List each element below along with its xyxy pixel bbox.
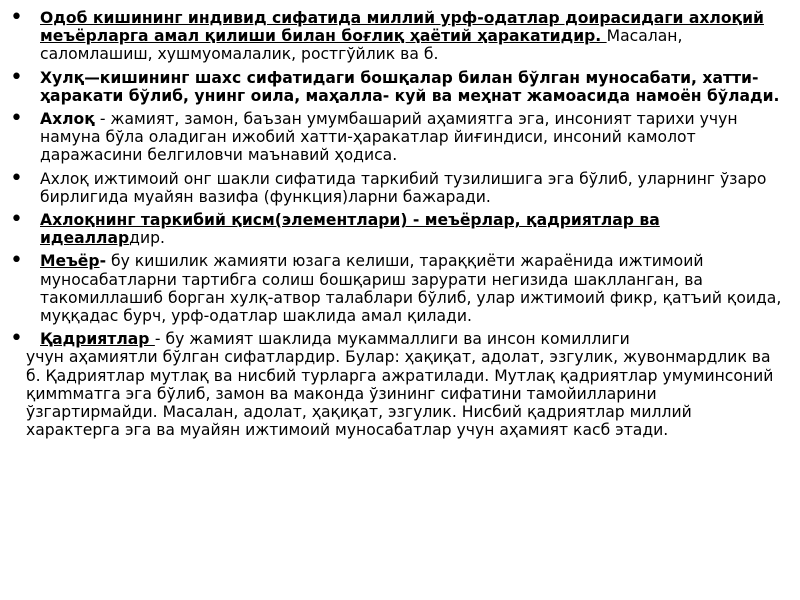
term-meyor: Меъёр — [40, 252, 100, 271]
term-akhloq: Ахлоқ — [40, 110, 95, 129]
item-text: Ахлоқ ижтимоий онг шакли сифатида таркибий тузилишига эга бўлиб, уларнинг ўзаро бирлигида муайян вазифа (функция)ларни бажаради. — [40, 169, 767, 206]
list-item — [8, 64, 782, 105]
item-text: - бу жамият шаклида мукаммаллиги ва инсон комиллиги — [154, 330, 630, 349]
term-dash: - — [99, 252, 107, 271]
list-item — [8, 207, 782, 248]
bullet-icon: • — [10, 5, 23, 30]
item-text-continuation: учун аҳамиятли бўлган сифатлардир. Булар: ҳақиқат, адолат, эзгулик, жувонмардлик ва б. Қадриятлар мутлақ ва нисбий турларга ажратилади. Мутлақ қадриятлар умуминсоний қимmматга эга бўлиб, замон ва маконда ўзининг сифатини тамойилларини ўзгартирмайди. Масалан, адолат, ҳақиқат, эзгулик. Нисбий қадриятлар миллий характерга эга ва муайян ижтимоий муносабатлар учун аҳамият касб этади. — [26, 348, 774, 440]
item-text: бу кишилик жамияти юзага келиши, тараққиёти жараёнида ижтимоий муносабатларни тартибга солиш бошқариш зарурати негизида шаклланган, ва такомиллашиб борган хулқ-атвор талаблари бўлиб, улар ижтимоий фикр, қатъий қоида, муққадас бурч, урф-одатлар шаклида амал қилади. — [40, 252, 782, 326]
item-text: - жамият, замон, баъзан умумбашарий аҳамиятга эга, инсоният тарихи учун намуна бўла оладиган ижобий хатти-ҳаракатлар йиғиндиси, инсоний камолот даражасини белгиловчи маънавий ҳодиса. — [40, 110, 738, 165]
item-text-bold: Хулқ—кишининг шахс сифатидаги бошқалар билан бўлган муносабати, хатти-ҳаракати бўлиб, унинг оила, маҳалла- куй ва меҳнат жамоасида намоён бўлади. — [40, 68, 780, 105]
bullet-icon: • — [10, 64, 23, 90]
list-item — [8, 326, 782, 352]
list-item-continuation — [8, 348, 782, 439]
bullet-icon: • — [10, 326, 23, 352]
list-item — [8, 106, 782, 165]
bullet-icon: • — [10, 165, 23, 191]
bullet-icon: • — [10, 207, 23, 233]
term-qadriyatlar: Қадриятлар — [40, 330, 155, 349]
term-elements: Ахлоқнинг таркибий қисм(элементлари) - меъёрлар, қадриятлар ва идеаллар — [40, 211, 660, 248]
list-item — [8, 165, 782, 206]
term-odob: Одоб кишининг индивид сифатида миллий урф-одатлар доирасидаги ахлоқий меъёрларга амал қилиши билан боғлиқ ҳаётий ҳаракатидир. — [40, 9, 764, 46]
bullet-list — [8, 5, 782, 440]
list-item — [8, 5, 782, 64]
item-text: дир. — [129, 229, 165, 248]
item-text: Масалан, саломлашиш, хушмуомалалик, ростгўйлик ва б. — [40, 27, 683, 64]
list-item — [8, 248, 782, 326]
bullet-icon: • — [10, 106, 23, 132]
bullet-icon: • — [10, 248, 23, 274]
